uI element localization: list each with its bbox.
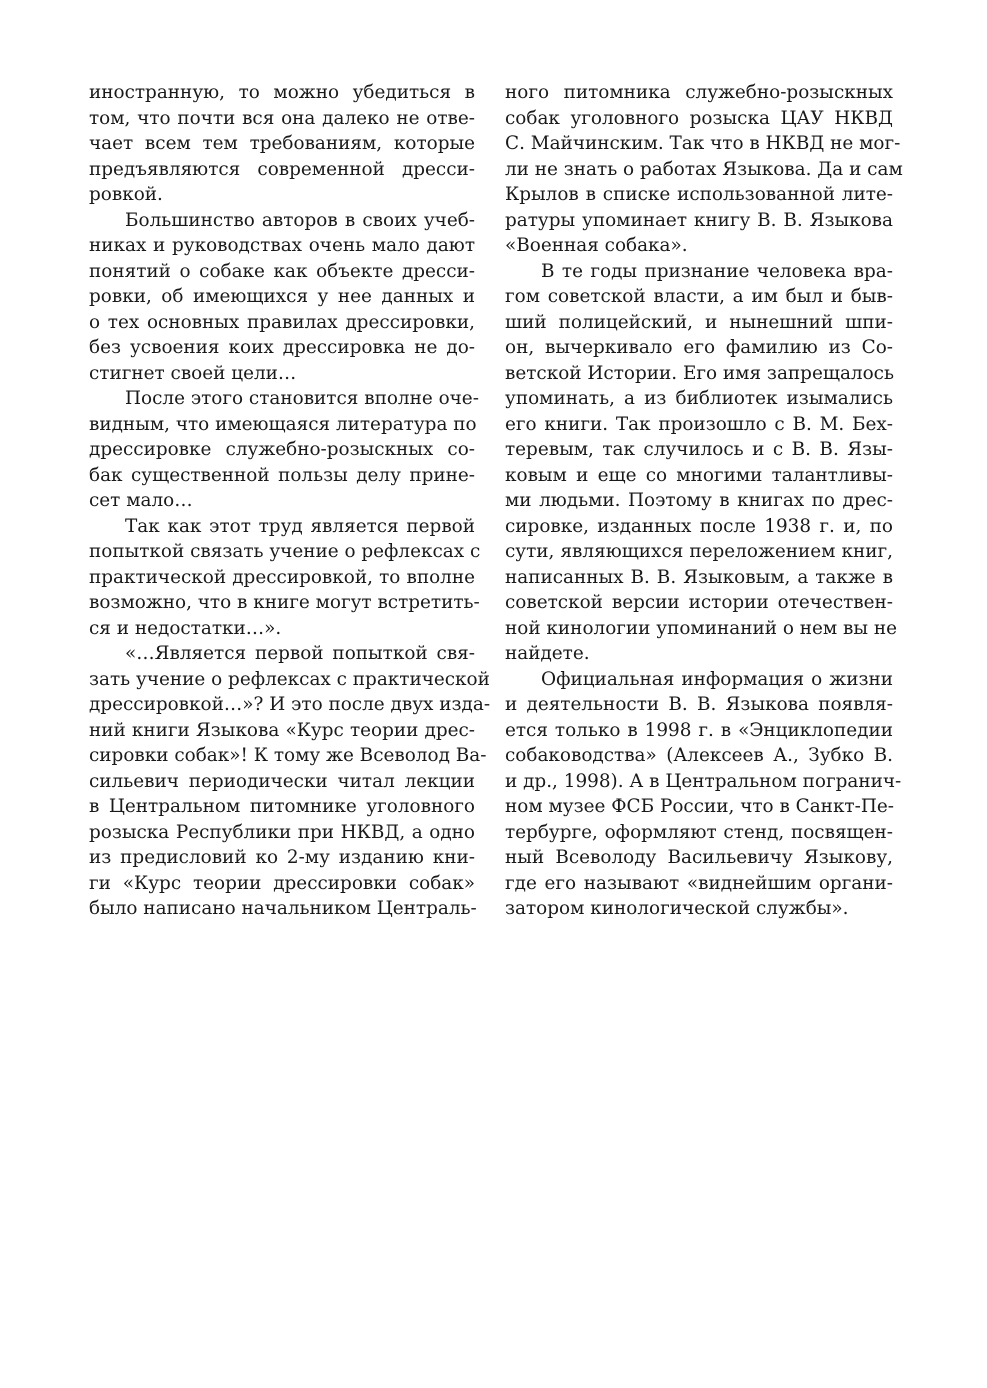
text-line: без усвоения коих дрессировка не до- — [89, 337, 475, 358]
text-line: Большинство авторов в своих учеб- — [125, 209, 475, 231]
text-line: ной кинологии упоминаний о нем вы не — [505, 617, 898, 639]
text-line: никах и руководствах очень мало дают — [89, 235, 475, 256]
text-line: видным, что имеющаяся литература по — [89, 413, 477, 435]
text-line: ном музее ФСБ России, что в Санкт-Пе- — [505, 796, 894, 817]
text-line: ли не знать о работах Языкова. Да и сам — [505, 158, 903, 180]
text-line: собаководства» (Алексеев А., Зубко В. — [505, 745, 893, 766]
text-line: Так как этот труд является первой — [125, 515, 475, 537]
text-line: том, что почти вся она далеко не отве- — [89, 107, 475, 129]
text-line: из предисловий ко 2-му изданию кни- — [89, 847, 475, 868]
text-line: тербурге, оформляют стенд, посвящен- — [505, 821, 893, 843]
text-line: и деятельности В. В. Языкова появля- — [505, 694, 893, 715]
text-line: сировки собак»! К тому же Всеволод Ва- — [89, 745, 487, 766]
right-text-column — [505, 80, 903, 922]
text-line: зать учение о рефлексах с практической — [89, 668, 490, 690]
left-text-column — [89, 80, 491, 922]
text-line: предъявляются современной дресси- — [89, 158, 475, 180]
text-line: иностранную, то можно убедиться в — [89, 82, 475, 103]
text-line: ратуры упоминает книгу В. В. Языкова — [505, 209, 893, 231]
text-line: он, вычеркивало его фамилию из Со- — [505, 337, 893, 358]
text-line: В те годы признание человека вра- — [541, 260, 893, 282]
text-line: ется только в 1998 г. в «Энциклопедии — [505, 719, 893, 741]
text-line: Официальная информация о жизни — [541, 668, 893, 690]
text-line: написанных В. В. Языковым, а также в — [505, 566, 893, 588]
text-line: попыткой связать учение о рефлексах с — [89, 541, 481, 562]
text-line: сет мало… — [89, 490, 193, 511]
text-line: практической дрессировкой, то вполне — [89, 566, 475, 588]
text-line: затором кинологической службы». — [505, 898, 849, 919]
text-line: «…Является первой попыткой свя- — [125, 643, 475, 664]
text-line: ровкой. — [89, 184, 163, 205]
text-line: было написано начальником Централь- — [89, 898, 477, 919]
text-line: упоминать, а из библиотек изымались — [505, 388, 893, 409]
text-line: стигнет своей цели… — [89, 362, 297, 384]
text-line: найдете. — [505, 643, 590, 664]
text-line: сильевич периодически читал лекции — [89, 770, 475, 792]
text-line: розыска Республики при НКВД, а одно — [89, 821, 475, 843]
text-line: теревым, так случилось и с В. В. Язы- — [505, 439, 893, 460]
text-line: ный Всеволоду Васильевичу Языкову, — [505, 847, 893, 868]
text-line: Крылов в списке использованной лите- — [505, 184, 893, 205]
text-line: сировке, изданных после 1938 г. и, по — [505, 515, 893, 537]
text-line: После этого становится вполне оче- — [125, 388, 479, 409]
text-line: ковым и еще со многими талантливы- — [505, 464, 893, 486]
text-line: С. Майчинским. Так что в НКВД не мог- — [505, 133, 901, 154]
text-line: где его называют «виднейшим органи- — [505, 872, 893, 894]
text-line: ветской Истории. Его имя запрещалось — [505, 362, 894, 384]
text-line: понятий о собаке как объекте дресси- — [89, 260, 475, 282]
text-line: в Центральном питомнике уголовного — [89, 796, 475, 817]
text-line: ший полицейский, и нынешний шпи- — [505, 311, 893, 333]
text-line: гом советской власти, а им был и быв- — [505, 286, 893, 307]
text-line: «Военная собака». — [505, 235, 688, 256]
text-line: бак существенной пользы делу прине- — [89, 464, 475, 486]
text-line: ги «Курс теории дрессировки собак» — [89, 872, 475, 894]
text-line: дрессировке служебно-розыскных со- — [89, 439, 475, 460]
text-line: его книги. Так произошло с В. М. Бех- — [505, 413, 893, 435]
text-line: возможно, что в книге могут встретить- — [89, 592, 480, 613]
text-line: ровки, об имеющихся у нее данных и — [89, 286, 475, 307]
text-line: о тех основных правилах дрессировки, — [89, 311, 475, 333]
text-line: ми людьми. Поэтому в книгах по дрес- — [505, 490, 893, 511]
text-line: чает всем тем требованиям, которые — [89, 133, 475, 154]
text-line: ся и недостатки…». — [89, 617, 282, 639]
text-line: ного питомника служебно-розыскных — [505, 82, 893, 103]
text-line: собак уголовного розыска ЦАУ НКВД — [505, 107, 893, 129]
text-line: и др., 1998). А в Центральном погранич- — [505, 770, 902, 792]
text-line: ний книги Языкова «Курс теории дрес- — [89, 719, 475, 741]
text-line: дрессировкой…»? И это после двух изда- — [89, 694, 491, 715]
text-line: сути, являющихся переложением книг, — [505, 541, 893, 562]
text-line: советской версии истории отечествен- — [505, 592, 893, 613]
